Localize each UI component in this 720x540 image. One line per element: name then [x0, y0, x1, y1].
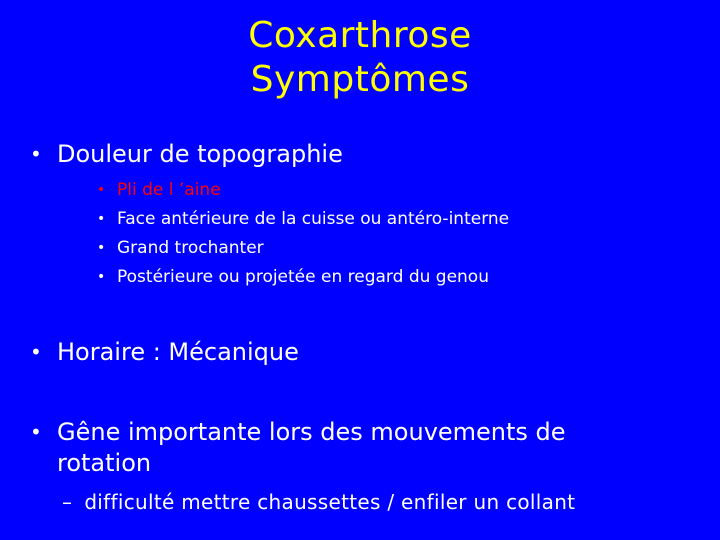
sub-bullet-dot: •	[97, 240, 106, 256]
subitem-text: Face antérieure de la cuisse ou antéro-interne	[117, 209, 510, 229]
bullet-text: Douleur de topographie	[57, 140, 343, 168]
title-line-1: Coxarthrose	[248, 15, 472, 56]
slide-title	[0, 14, 720, 102]
subitem-text: Postérieure ou projetée en regard du genou	[117, 267, 489, 287]
subitem-text: Pli de l ’aine	[117, 180, 221, 200]
bullet-horaire	[30, 337, 299, 368]
bullet-dot: •	[30, 340, 42, 364]
sub-bullet-dot: •	[97, 211, 106, 227]
subitem-chaussettes	[62, 487, 575, 517]
sub-bullet-dot: •	[97, 182, 106, 198]
dash-symbol: –	[62, 490, 73, 514]
subitem-text: Grand trochanter	[117, 238, 264, 258]
bullet-text: Horaire : Mécanique	[57, 338, 299, 366]
bullet-douleur	[30, 139, 343, 170]
title-line-2: Symptômes	[250, 59, 470, 100]
bullet-dot: •	[30, 420, 42, 444]
subitem-text: difficulté mettre chaussettes / enfiler un collant	[84, 490, 576, 514]
bullet-text-line-1: Gêne importante lors des mouvements de	[57, 418, 566, 446]
bullet-text-line-2: rotation	[57, 449, 152, 477]
bullet-dot: •	[30, 142, 42, 166]
sub-bullet-dot: •	[97, 269, 106, 285]
bullet-gene	[30, 417, 566, 479]
